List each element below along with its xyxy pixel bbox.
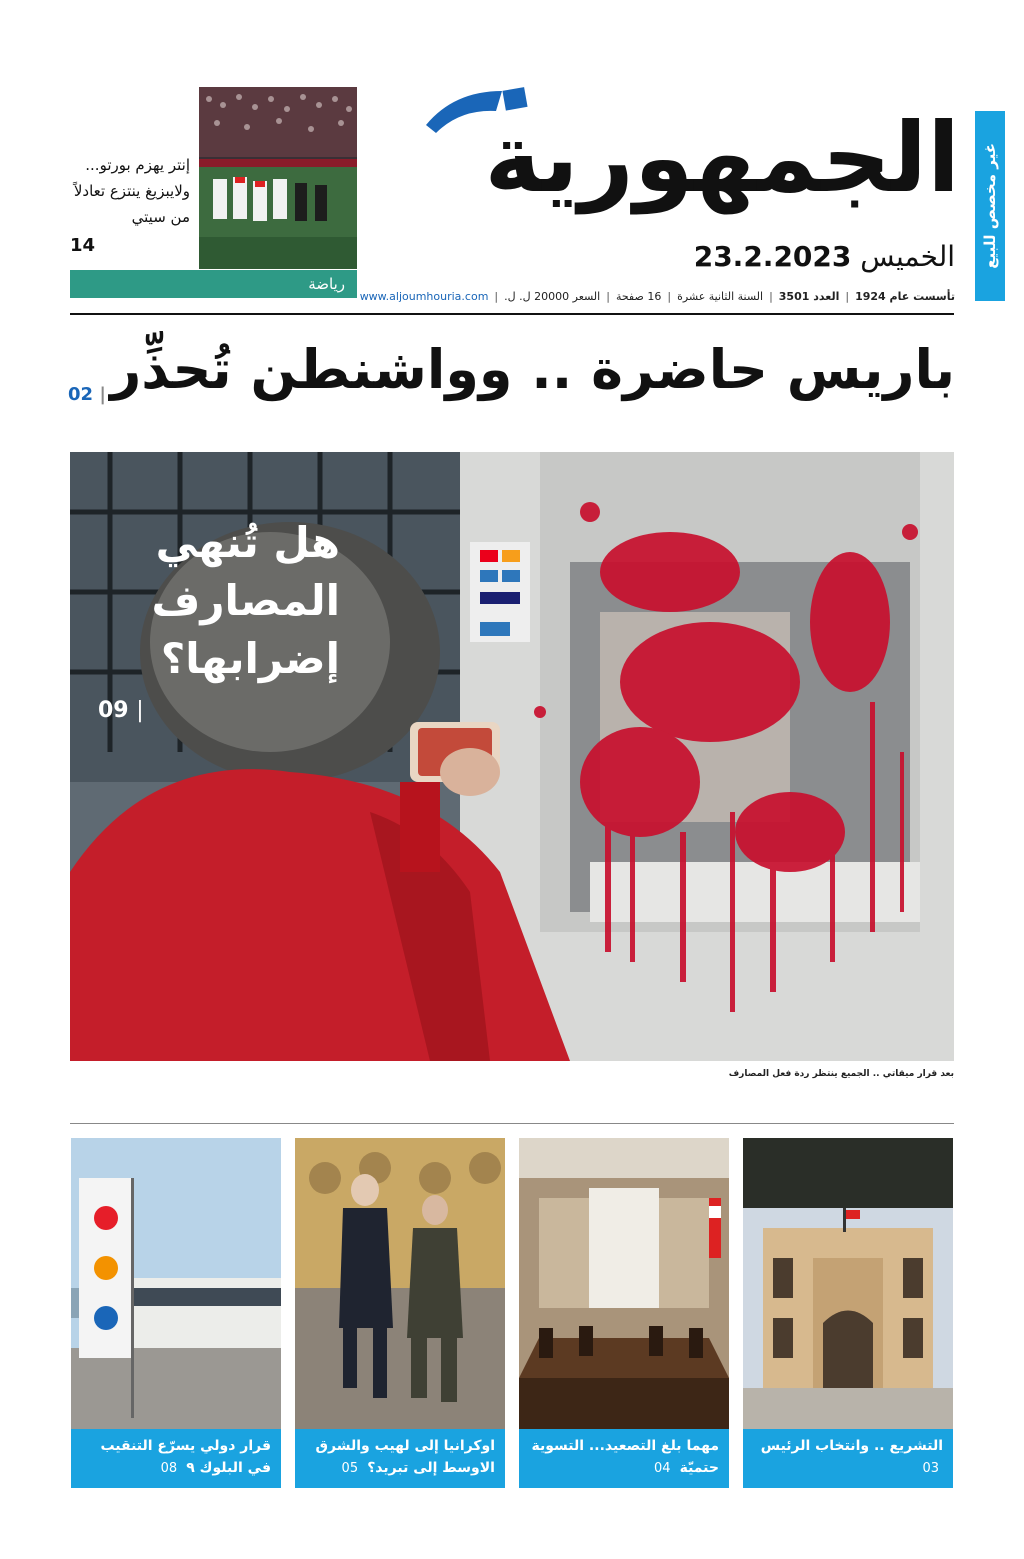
parliament-photo	[743, 1138, 953, 1429]
totalenergies-ship-photo	[71, 1138, 281, 1429]
issue-day: الخميس	[860, 240, 955, 273]
price: السعر 20000 ل. ل.	[504, 290, 601, 303]
teasers-divider	[70, 1123, 954, 1124]
teaser-bar	[519, 1429, 729, 1488]
masthead-divider	[70, 313, 954, 315]
not-for-sale-tag	[975, 111, 1005, 301]
teaser-title: التشريع .. وانتخاب الرئيس	[760, 1438, 943, 1454]
page-count: 16 صفحة	[615, 290, 662, 303]
not-for-sale-label: غير مخصص للبيع	[981, 143, 999, 269]
teaser-bar	[71, 1429, 281, 1488]
headline-page-number: 02 |	[68, 384, 106, 405]
teaser-page: 03	[922, 1461, 939, 1476]
teaser-title: اوكرانيا إلى لهيب والشرق الاوسط إلى تبريد؟	[315, 1438, 495, 1476]
teaser-bar	[743, 1429, 953, 1488]
logo-wordmark: الجمهورية	[484, 102, 960, 214]
teaser-page: 04	[653, 1461, 671, 1476]
sports-section-bar[interactable]: رياضة	[70, 270, 357, 298]
teaser-page: 05	[341, 1461, 359, 1476]
meeting-room-photo	[519, 1138, 729, 1429]
bank-strike-page-number: 09 |	[98, 698, 144, 723]
sports-headline[interactable]: إنتر يهزم بورتو... ولايبزيغ ينتزع تعادلاً من سيتي	[73, 156, 190, 226]
teaser-title: مهما بلغ التصعيد... التسوية حتميّة	[531, 1438, 719, 1476]
issue-date	[600, 237, 955, 277]
issue-meta: تأسست عام 1924 | العدد 3501 | السنة الثانية عشرة | 16 صفحة | السعر 20000 ل. ل. | www.aljoumhouria.com	[380, 287, 955, 307]
year-label: السنة الثانية عشرة	[677, 290, 764, 303]
teaser-card[interactable]	[743, 1138, 953, 1488]
teaser-bar	[295, 1429, 505, 1488]
main-photo[interactable]	[70, 452, 954, 1061]
sports-photo[interactable]	[199, 87, 357, 269]
teaser-title: قرار دولي يسرّع التنقيب في البلوك ٩	[100, 1438, 271, 1476]
bank-strike-question[interactable]: هل تُنهي المصارف إضرابها؟	[151, 518, 340, 683]
teaser-card[interactable]	[519, 1138, 729, 1488]
main-headline[interactable]: باريس حاضرة .. وواشنطن تُحذِّر	[110, 338, 955, 401]
teaser-card[interactable]	[71, 1138, 281, 1488]
sports-page-number: 14	[70, 235, 96, 256]
teaser-card[interactable]	[295, 1138, 505, 1488]
founded: تأسست عام 1924	[855, 290, 955, 303]
issue-date-value: 23.2.2023	[693, 240, 852, 273]
photo-caption: بعد قرار ميقاتي .. الجميع ينتظر ردة فعل المصارف	[728, 1069, 954, 1079]
football-match-image	[199, 87, 357, 269]
website-link[interactable]: www.aljoumhouria.com	[359, 290, 489, 303]
biden-zelensky-photo	[295, 1138, 505, 1429]
teaser-page: 08	[160, 1461, 178, 1476]
newspaper-logo[interactable]	[410, 85, 960, 225]
issue-number: العدد 3501	[778, 290, 840, 303]
